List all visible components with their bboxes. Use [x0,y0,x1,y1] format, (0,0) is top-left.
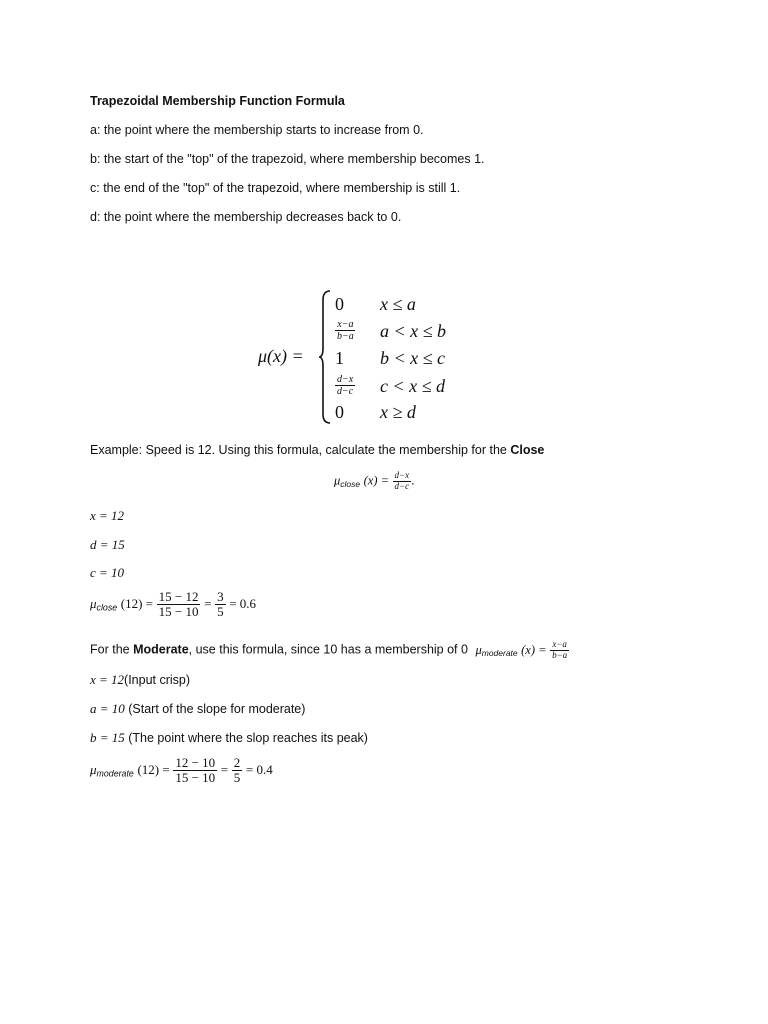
definition-d: d: the point where the membership decreases back to 0. [90,210,402,224]
brace-icon [318,290,332,424]
formula-row2-value: $\frac{x-a}{b-a}$ [337,319,354,342]
example-intro: Example: Speed is 12. Using this formula, calculate the membership for the Close [90,443,545,457]
var-d: d = 15 [90,537,125,552]
moderate-intro: For the Moderate, use this formula, since 10 has a membership of 0 $\mu_{moderate}$ (x) = $\frac{x-a}{b-a}$ [90,639,568,660]
formula-row3-value: 1 [335,348,344,368]
formula-row2-condition: a < x ≤ b [380,321,447,341]
moderate-var-x: x = 12(Input crisp) [90,672,191,687]
piecewise-formula [258,286,518,426]
formula-row3-condition: b < x ≤ c [380,348,446,368]
formula-lhs: μ(x) = [258,346,304,366]
var-c: c = 10 [90,565,125,580]
definition-c: c: the end of the "top" of the trapezoid, where membership is still 1. [90,181,461,195]
moderate-calculation: $\mu_{moderate}$ (12) = $\frac{12 - 10}{15 - 10}$ = $\frac{2}{5}$ = 0.4 [90,755,273,786]
formula-row1-value: 0 [335,294,344,314]
formula-row5-value: 0 [335,402,344,422]
definition-b: b: the start of the "top" of the trapezoid, where membership becomes 1. [90,152,485,166]
formula-row5-condition: x ≥ d [380,402,416,422]
formula-row4-value: $\frac{d-x}{d-c}$ [337,374,354,397]
var-x: x = 12 [90,508,125,523]
close-calculation: $\mu_{close}$ (12) = $\frac{15 - 12}{15 - 10}$ = $\frac{3}{5}$ = 0.6 [90,589,257,620]
close-formula: $\mu_{close}$ (x) = $\frac{d-x}{d-c}$ . [334,470,415,491]
formula-row1-condition: x ≤ a [380,294,416,314]
heading: Trapezoidal Membership Function Formula [90,94,345,108]
moderate-var-a: a = 10 (Start of the slope for moderate) [90,701,306,716]
moderate-formula: $\mu_{moderate}$ (x) = $\frac{x-a}{b-a}$ [475,639,568,660]
definition-a: a: the point where the membership starts to increase from 0. [90,123,424,137]
moderate-var-b: b = 15 (The point where the slop reaches its peak) [90,730,368,745]
formula-row4-condition: c < x ≤ d [380,376,446,396]
